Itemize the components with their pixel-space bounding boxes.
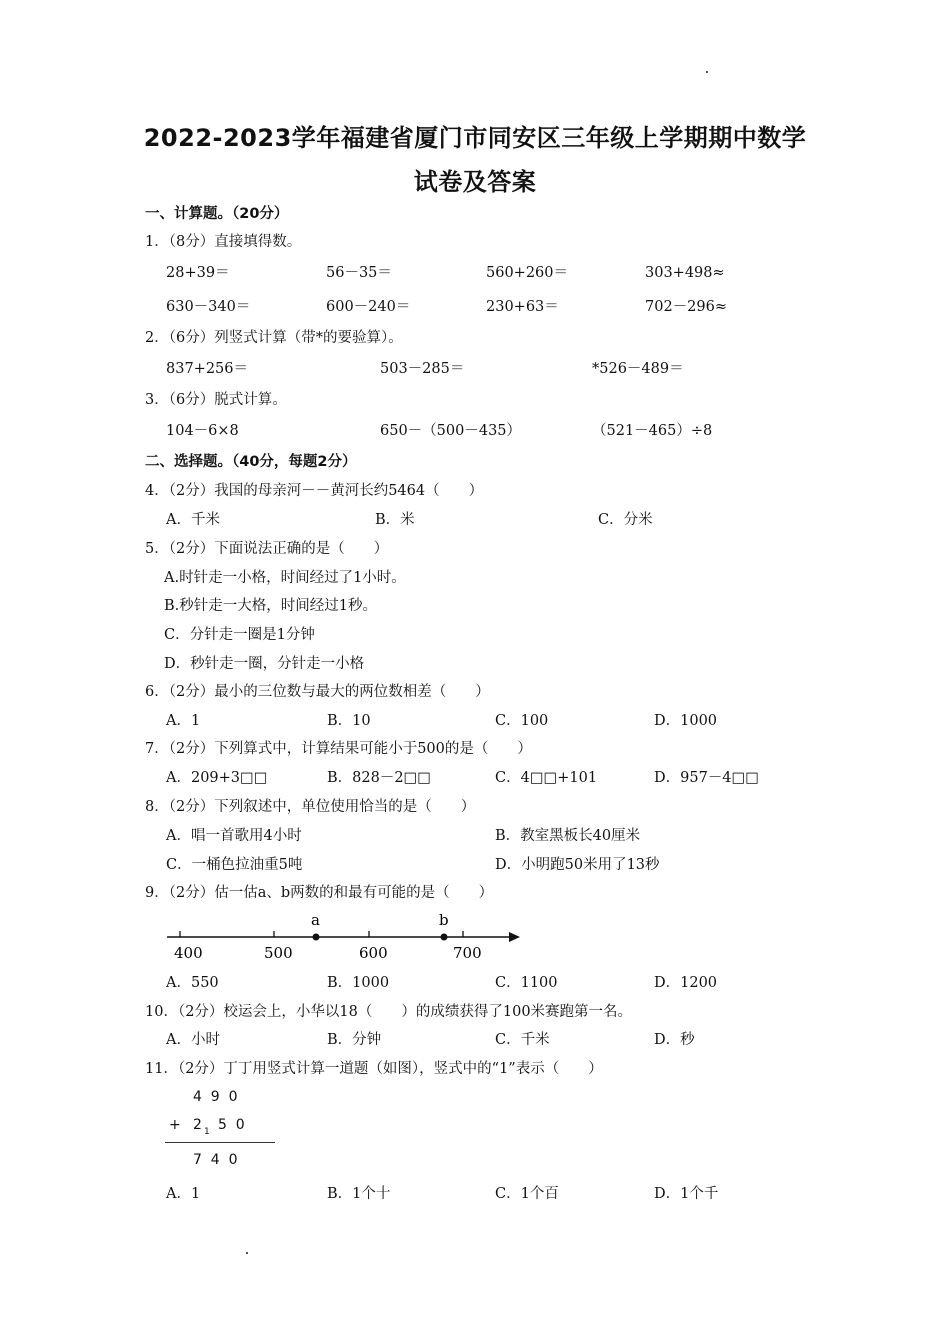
q10-option: B．分钟 <box>327 1032 382 1048</box>
q6-option: C．100 <box>495 713 549 729</box>
q5-option: C．分针走一圈是1分钟 <box>164 627 315 643</box>
section2-heading: 二、选择题。（40分，每题2分） <box>145 454 357 470</box>
q1-item: 600－240＝ <box>326 299 411 315</box>
point-a <box>313 934 320 941</box>
tick-label: 700 <box>453 944 482 962</box>
number-line-arrow <box>509 932 520 942</box>
q9-option: A．550 <box>166 975 219 991</box>
q3-item: 104－6×8 <box>166 423 239 439</box>
q5-option: A.时针走一小格，时间经过了1小时。 <box>164 570 406 586</box>
q9-option: D．1200 <box>654 975 718 991</box>
q6-option: A．1 <box>166 713 201 729</box>
q3-item: （521－465）÷8 <box>592 423 713 439</box>
q8-option: B．教室黑板长40厘米 <box>495 828 641 844</box>
q1-item: 630－340＝ <box>166 299 251 315</box>
q1-item: 560+260＝ <box>486 265 569 281</box>
q8-option: D．小明跑50米用了13秒 <box>495 857 660 873</box>
q1-item: 702－296≈ <box>645 299 728 315</box>
calc-row2-digit: 2 <box>193 1117 202 1133</box>
q2-stem: 2．（6分）列竖式计算（带*的要验算）。 <box>145 330 403 346</box>
calc-carry-digit: 1 <box>204 1127 210 1137</box>
doc-title-line1: 2022-2023学年福建省厦门市同安区三年级上学期期中数学 <box>143 124 807 152</box>
tick-label: 400 <box>174 944 203 962</box>
q11-option: C．1个百 <box>495 1186 559 1202</box>
column-addition-figure <box>165 1085 280 1175</box>
calc-divider <box>165 1142 275 1143</box>
q10-option: D．秒 <box>654 1032 695 1048</box>
point-a-label: a <box>311 911 320 929</box>
q4-stem: 4．（2分）我国的母亲河－－黄河长约5464（ ） <box>145 483 484 499</box>
q7-option: A．209+3□□ <box>166 770 268 786</box>
calc-row2-rest: 5 0 <box>218 1117 245 1133</box>
q1-stem: 1．（8分）直接填得数。 <box>145 234 302 250</box>
q2-item: 503－285＝ <box>380 361 465 377</box>
q11-stem: 11．（2分）丁丁用竖式计算一道题（如图），竖式中的“1”表示（ ） <box>145 1061 603 1077</box>
calc-row1: 4 9 0 <box>193 1089 238 1105</box>
q7-stem: 7．（2分）下列算式中，计算结果可能小于500的是（ ） <box>145 741 532 757</box>
q8-option: C．一桶色拉油重5吨 <box>166 857 303 873</box>
point-b-label: b <box>439 911 449 929</box>
q10-stem: 10．（2分）校运会上，小华以18（ ）的成绩获得了100米赛跑第一名。 <box>145 1004 633 1020</box>
q4-option: B．米 <box>375 512 415 528</box>
q11-option: D．1个千 <box>654 1186 719 1202</box>
q8-stem: 8．（2分）下列叙述中，单位使用恰当的是（ ） <box>145 799 476 815</box>
section1-heading: 一、计算题。（20分） <box>145 206 289 222</box>
q11-option: A．1 <box>166 1186 201 1202</box>
q4-option: A．千米 <box>166 512 220 528</box>
q10-option: C．千米 <box>495 1032 550 1048</box>
q1-item: 56－35＝ <box>326 265 392 281</box>
calc-result: 7 4 0 <box>193 1152 238 1168</box>
q9-option: B．1000 <box>327 975 390 991</box>
scan-dot <box>706 71 708 73</box>
q1-item: 303+498≈ <box>645 265 725 281</box>
q3-stem: 3．（6分）脱式计算。 <box>145 392 287 408</box>
q3-item: 650－（500－435） <box>380 423 522 439</box>
q2-item: 837+256＝ <box>166 361 249 377</box>
q10-option: A．小时 <box>166 1032 220 1048</box>
q6-option: B．10 <box>327 713 371 729</box>
q11-option: B．1个十 <box>327 1186 391 1202</box>
q7-option: B．828－2□□ <box>327 770 431 786</box>
q4-option: C．分米 <box>598 512 653 528</box>
q1-item: 28+39＝ <box>166 265 230 281</box>
q7-option: C．4□□+101 <box>495 770 598 786</box>
tick-label: 600 <box>359 944 388 962</box>
q2-item: *526－489＝ <box>592 361 684 377</box>
q6-stem: 6．（2分）最小的三位数与最大的两位数相差（ ） <box>145 684 490 700</box>
scan-dot <box>246 1252 248 1254</box>
q5-option: D．秒针走一圈，分针走一小格 <box>164 656 365 672</box>
q6-option: D．1000 <box>654 713 718 729</box>
doc-title-line2: 试卷及答案 <box>413 168 537 196</box>
q5-option: B.秒针走一大格，时间经过1秒。 <box>164 598 377 614</box>
number-line-figure <box>160 905 530 967</box>
q7-option: D．957－4□□ <box>654 770 759 786</box>
q9-option: C．1100 <box>495 975 558 991</box>
tick-label: 500 <box>264 944 293 962</box>
q5-stem: 5．（2分）下面说法正确的是（ ） <box>145 541 389 557</box>
calc-plus-sign: + <box>169 1117 181 1133</box>
q8-option: A．唱一首歌用4小时 <box>166 828 302 844</box>
q1-item: 230+63＝ <box>486 299 559 315</box>
q9-stem: 9．（2分）估一估a、b两数的和最有可能的是（ ） <box>145 885 494 901</box>
point-b <box>441 934 448 941</box>
